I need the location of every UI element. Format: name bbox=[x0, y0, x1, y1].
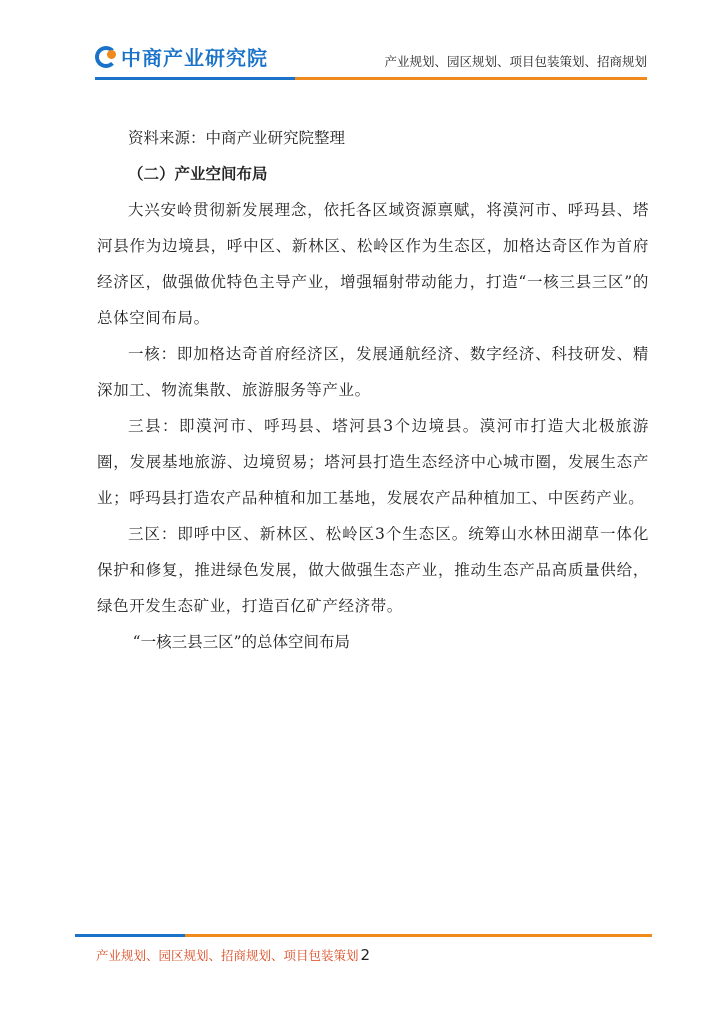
footer-text: 产业规划、园区规划、招商规划、项目包装策划 bbox=[96, 948, 359, 963]
figure-caption: “一核三县三区”的总体空间布局 bbox=[132, 633, 350, 651]
page-number: 2 bbox=[360, 946, 371, 964]
source-note: 资料来源：中商产业研究院整理 bbox=[128, 129, 346, 147]
paragraph-three-counties: 三县：即漠河市、呼玛县、塔河县3个边境县。漠河市打造大北极旅游圈，发展基地旅游、边境贸易；塔河县打造生态经济中心城市圈，发展生态产业；呼玛县打造农产品种植和加工基地，发展农产品种植加工、中医药产业。 bbox=[97, 417, 649, 507]
footer-divider-orange bbox=[185, 934, 652, 937]
header-tagline: 产业规划、园区规划、项目包装策划、招商规划 bbox=[384, 54, 647, 69]
footer-divider-blue bbox=[75, 934, 185, 937]
paragraph-one-core: 一核：即加格达奇首府经济区，发展通航经济、数字经济、科技研发、精深加工、物流集散、旅游服务等产业。 bbox=[97, 345, 649, 399]
logo bbox=[95, 42, 268, 71]
page-header bbox=[0, 0, 724, 90]
paragraph-three-districts: 三区：即呼中区、新林区、松岭区3个生态区。统筹山水林田湖草一体化保护和修复，推进绿色发展，做大做强生态产业，推动生态产品高质量供给，绿色开发生态矿业，打造百亿矿产经济带。 bbox=[97, 525, 649, 615]
document-body bbox=[97, 120, 649, 660]
paragraph-overview: 大兴安岭贯彻新发展理念，依托各区域资源禀赋，将漠河市、呼玛县、塔河县作为边境县，呼中区、新林区、松岭区作为生态区，加格达奇区作为首府经济区，做强做优特色主导产业，增强辐射带动能力，打造“一核三县三区”的总体空间布局。 bbox=[97, 201, 649, 327]
header-divider-orange bbox=[295, 77, 647, 80]
page-footer bbox=[96, 946, 370, 964]
logo-icon bbox=[95, 46, 117, 68]
logo-text: 中商产业研究院 bbox=[121, 46, 268, 70]
header-divider-blue bbox=[95, 77, 295, 80]
section-heading: （二）产业空间布局 bbox=[128, 165, 268, 183]
